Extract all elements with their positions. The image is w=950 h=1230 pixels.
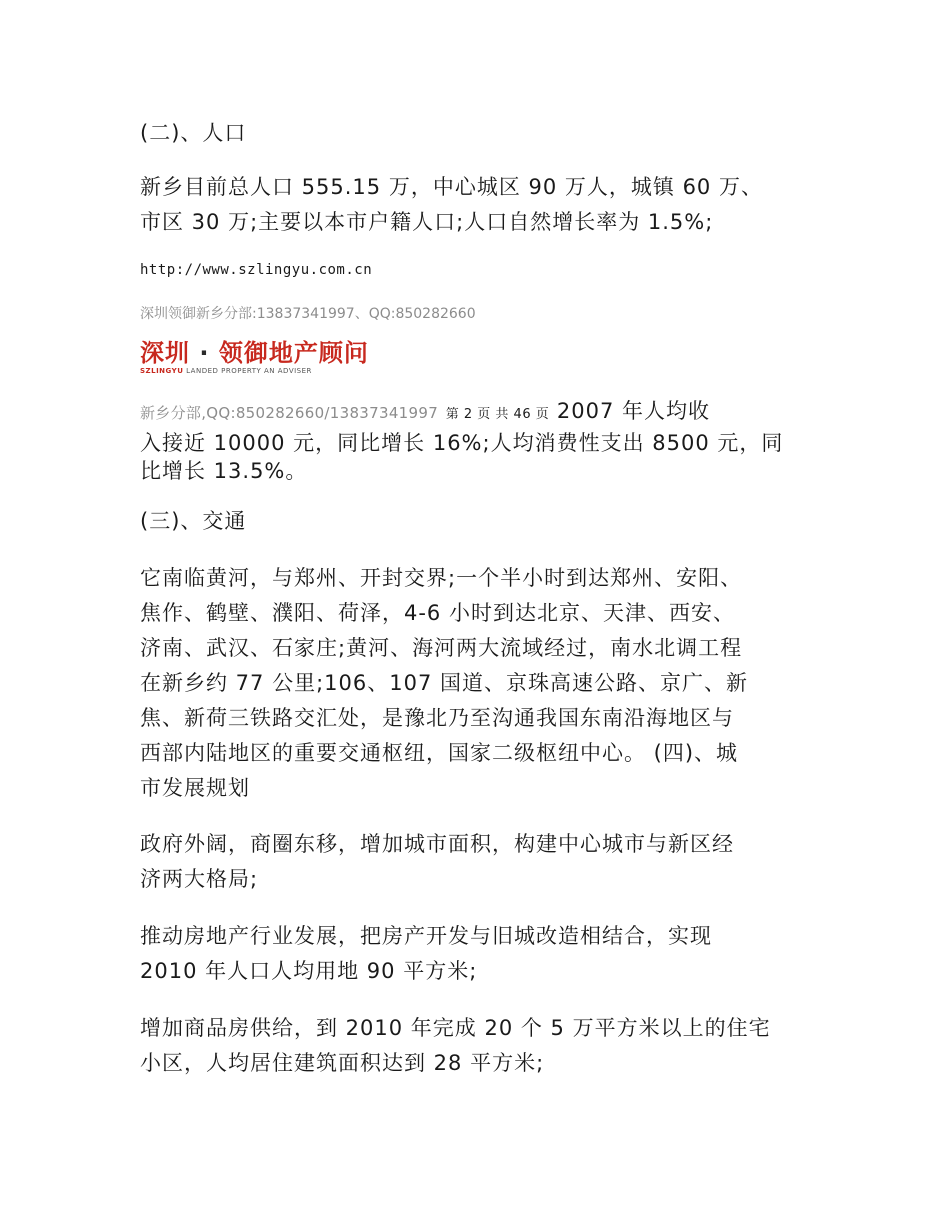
paragraph-line: 比增长 13.5%。 (140, 459, 308, 483)
paragraph-line: 它南临黄河，与郑州、开封交界;一个半小时到达郑州、安阳、 (140, 566, 743, 590)
logo-tagline-text: LANDED PROPERTY AN ADVISER (186, 367, 312, 375)
page-number: 第 2 页 共 46 页 (445, 407, 550, 422)
paragraph-line: 增加商品房供给，到 2010 年完成 20 个 5 万平方米以上的住宅 (140, 1016, 771, 1040)
transport-paragraph (140, 561, 820, 806)
paragraph-line: 济南、武汉、石家庄;黄河、海河两大流域经过，南水北调工程 (140, 636, 743, 660)
paragraph-line: 推动房地产行业发展，把房产开发与旧城改造相结合，实现 (140, 924, 712, 948)
logo-wordmark-rest: 领御地产顾问 (218, 339, 369, 367)
paragraph-line: 新乡目前总人口 555.15 万，中心城区 90 万人，城镇 60 万、 (140, 175, 763, 199)
paragraph-line: 市区 30 万;主要以本市户籍人口;人口自然增长率为 1.5%; (140, 210, 714, 234)
planning-paragraph-3 (140, 1011, 820, 1081)
paragraph-line: 济两大格局; (140, 867, 259, 891)
section-heading-population: (二)、人口 (140, 121, 247, 145)
income-paragraph (140, 397, 820, 485)
logo-tagline (140, 366, 312, 376)
paragraph-line: 在新乡约 77 公里;106、107 国道、京珠高速公路、京广、新 (140, 671, 748, 695)
logo-wordmark (140, 340, 369, 366)
paragraph-line: 西部内陆地区的重要交通枢纽，国家二级枢纽中心。 (四)、城 (140, 741, 739, 765)
section-heading-transport: (三)、交通 (140, 509, 247, 533)
logo-tagline-brand: SZLINGYU (140, 367, 184, 375)
paragraph-line: 焦作、鹤壁、濮阳、荷泽，4-6 小时到达北京、天津、西安、 (140, 601, 735, 625)
paragraph-line: 焦、新荷三铁路交汇处，是豫北乃至沟通我国东南沿海地区与 (140, 706, 734, 730)
paragraph-line: 政府外阔，商圈东移，增加城市面积，构建中心城市与新区经 (140, 832, 734, 856)
contact-line: 深圳领御新乡分部:13837341997、QQ:850282660 (140, 306, 476, 322)
paragraph-line: 市发展规划 (140, 776, 250, 800)
company-logo (140, 340, 420, 378)
planning-paragraph-2 (140, 919, 820, 989)
income-text-start: 2007 年人均收 (556, 399, 711, 423)
population-paragraph (140, 170, 820, 240)
logo-wordmark-red: 深圳 (140, 339, 190, 367)
paragraph-line (140, 397, 820, 429)
planning-paragraph-1 (140, 827, 820, 897)
paragraph-line: 2010 年人口人均用地 90 平方米; (140, 959, 478, 983)
paragraph-line: 小区，人均居住建筑面积达到 28 平方米; (140, 1051, 545, 1075)
website-url: http://www.szlingyu.com.cn (140, 262, 373, 278)
paragraph-line: 入接近 10000 元，同比增长 16%;人均消费性支出 8500 元，同 (140, 431, 784, 455)
logo-wordmark-dot: · (199, 339, 210, 367)
branch-info: 新乡分部,QQ:850282660/13837341997 (140, 404, 439, 422)
